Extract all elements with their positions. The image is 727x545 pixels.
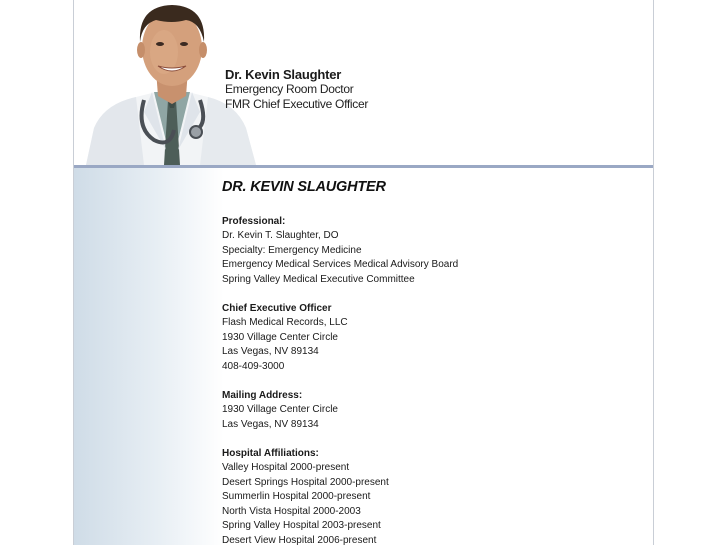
section-line: Summerlin Hospital 2000-present [222,491,371,502]
section-line: Desert View Hospital 2006-present [222,534,377,545]
section-line: Valley Hospital 2000-present [222,462,350,473]
section-line: Flash Medical Records, LLC [222,317,348,328]
section-line: Specialty: Emergency Medicine [222,244,362,256]
header-former-role: FMR Chief Executive Officer [225,97,369,111]
main-content [222,168,642,545]
section-line: Spring Valley Medical Executive Committee [222,273,415,285]
section-line: North Vista Hospital 2000-2003 [222,505,361,517]
section-mailing-address [222,389,642,433]
header-role: Emergency Room Doctor [225,82,354,96]
section-line: 1930 Village Center Circle [222,331,338,343]
section-title: Hospital Affiliations: [222,447,319,459]
section-line: 408-409-3000 [222,360,285,372]
page-title: DR. KEVIN SLAUGHTER [222,179,386,195]
section-title: Chief Executive Officer [222,302,332,314]
section-line: Dr. Kevin T. Slaughter, DO [222,230,339,241]
section-title: Mailing Address: [222,389,303,401]
section-ceo [222,302,642,375]
section-line: Emergency Medical Services Medical Advisory Board [222,259,459,270]
section-line: Las Vegas, NV 89134 [222,346,319,357]
page-container [73,0,654,545]
header-banner [74,0,653,165]
section-hospital-affiliations [222,447,642,545]
header-text-block [225,67,368,112]
header-name: Dr. Kevin Slaughter [225,67,342,82]
section-line: Las Vegas, NV 89134 [222,418,319,430]
sidebar-gradient [74,168,224,545]
section-line: 1930 Village Center Circle [222,404,338,415]
section-professional [222,215,642,288]
section-title: Professional: [222,215,286,227]
section-line: Desert Springs Hospital 2000-present [222,476,389,488]
section-line: Spring Valley Hospital 2003-present [222,520,381,531]
